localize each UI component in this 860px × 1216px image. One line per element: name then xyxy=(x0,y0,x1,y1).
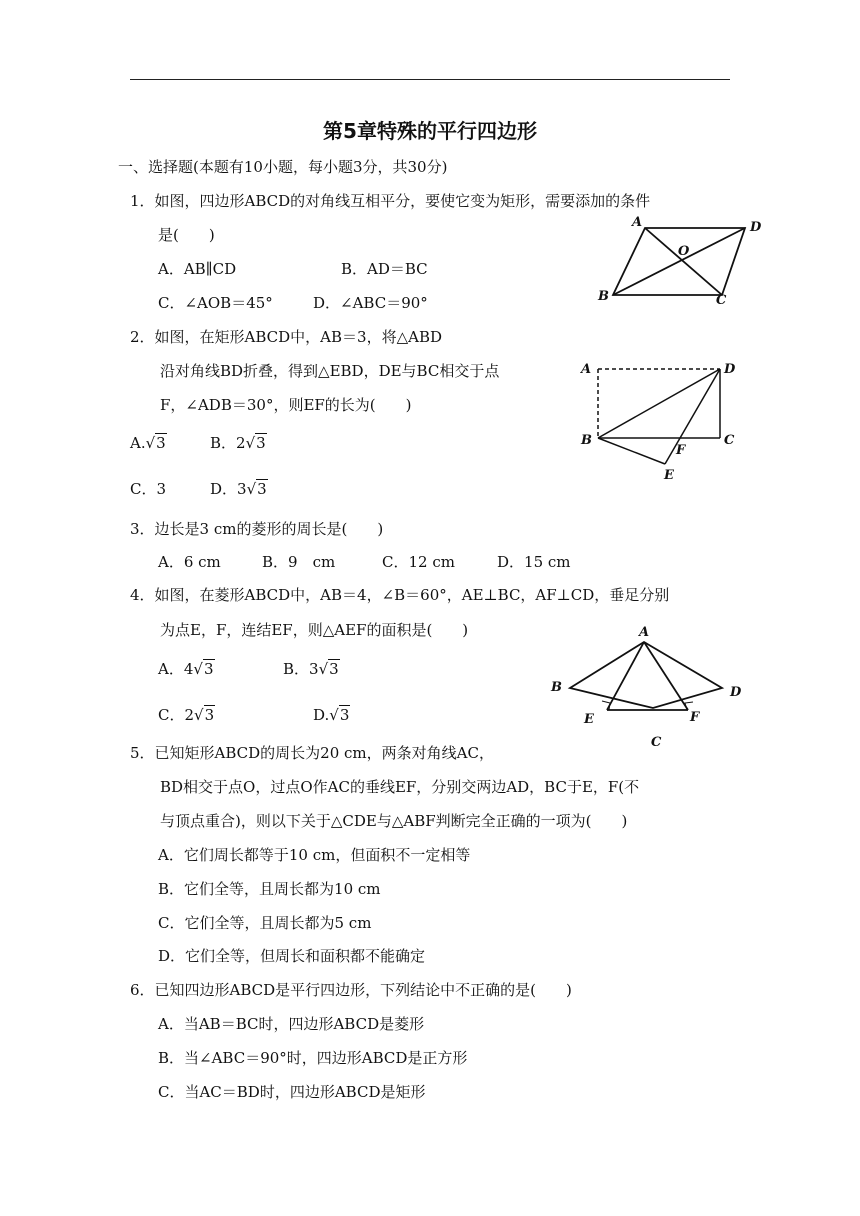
q1-stem-line1: 1．如图，四边形ABCD的对角线互相平分，要使它变为矩形，需要添加的条件 xyxy=(130,192,651,210)
q4-stem-line1: 4．如图，在菱形ABCD中，AB＝4，∠B＝60°，AE⊥BC，AF⊥CD，垂足分别 xyxy=(130,586,670,604)
q4-label-c: C xyxy=(651,735,662,750)
q6-option-c[interactable]: C．当AC＝BD时，四边形ABCD是矩形 xyxy=(158,1083,426,1101)
q5-stem-line2: BD相交于点O，过点O作AC的垂线EF，分别交两边AD，BC于E，F(不 xyxy=(160,778,640,796)
q2-option-b[interactable]: B．2√3 xyxy=(210,434,266,452)
q2-label-f: F xyxy=(676,443,686,458)
q5-option-a[interactable]: A．它们周长都等于10 cm，但面积不一定相等 xyxy=(158,846,471,864)
q5-option-b[interactable]: B．它们全等，且周长都为10 cm xyxy=(158,880,381,898)
q1-label-a: A xyxy=(632,215,643,230)
q4-option-d[interactable]: D.√3 xyxy=(313,706,350,724)
q1-label-b: B xyxy=(598,289,609,304)
q4-stem-line2: 为点E，F，连结EF，则△AEF的面积是( ) xyxy=(160,621,469,639)
q2-label-a: A xyxy=(581,362,592,377)
q2-stem-line3: F，∠ADB＝30°，则EF的长为( ) xyxy=(160,396,412,414)
q4-option-b[interactable]: B．3√3 xyxy=(283,660,339,678)
q1-label-o: O xyxy=(678,244,690,259)
q1-label-c: C xyxy=(716,293,727,308)
q2-figure xyxy=(578,356,748,486)
q4-option-c[interactable]: C．2√3 xyxy=(158,706,215,724)
q3-stem: 3．边长是3 cm的菱形的周长是( ) xyxy=(130,520,384,538)
header-rule xyxy=(130,79,730,80)
q1-option-a[interactable]: A．AB∥CD xyxy=(158,260,237,278)
q2-option-d[interactable]: D．3√3 xyxy=(210,480,267,498)
q1-stem-line2: 是( ) xyxy=(158,226,215,244)
q1-option-b[interactable]: B．AD＝BC xyxy=(341,260,428,278)
q2-option-a[interactable]: A.√3 xyxy=(130,434,166,452)
q3-option-c[interactable]: C．12 cm xyxy=(382,553,455,571)
q4-label-f: F xyxy=(690,710,700,725)
q6-stem: 6．已知四边形ABCD是平行四边形，下列结论中不正确的是( ) xyxy=(130,981,572,999)
page-title: 第5章特殊的平行四边形 xyxy=(323,119,537,143)
q5-option-c[interactable]: C．它们全等，且周长都为5 cm xyxy=(158,914,372,932)
q4-label-e: E xyxy=(584,712,594,727)
q5-option-d[interactable]: D．它们全等，但周长和面积都不能确定 xyxy=(158,947,426,965)
q4-figure xyxy=(548,620,758,750)
q1-label-d: D xyxy=(750,220,762,235)
q1-option-d[interactable]: D．∠ABC＝90° xyxy=(313,294,428,312)
q2-stem-line1: 2．如图，在矩形ABCD中，AB＝3，将△ABD xyxy=(130,328,442,346)
q6-option-a[interactable]: A．当AB＝BC时，四边形ABCD是菱形 xyxy=(158,1015,425,1033)
q4-option-a[interactable]: A．4√3 xyxy=(158,660,214,678)
q1-option-c[interactable]: C．∠AOB＝45° xyxy=(158,294,273,312)
q4-label-d: D xyxy=(730,685,742,700)
q1-figure xyxy=(595,215,770,310)
section-heading: 一、选择题(本题有10小题，每小题3分，共30分) xyxy=(118,158,448,176)
q2-label-e: E xyxy=(664,468,674,483)
q3-option-b[interactable]: B．9 cm xyxy=(262,553,336,571)
q3-option-a[interactable]: A．6 cm xyxy=(158,553,221,571)
q3-option-d[interactable]: D．15 cm xyxy=(497,553,571,571)
q4-label-b: B xyxy=(551,680,562,695)
q4-label-a: A xyxy=(639,625,650,640)
q2-option-c[interactable]: C．3 xyxy=(130,480,167,498)
q6-option-b[interactable]: B．当∠ABC＝90°时，四边形ABCD是正方形 xyxy=(158,1049,468,1067)
q2-label-c: C xyxy=(724,433,735,448)
q5-stem-line1: 5．已知矩形ABCD的周长为20 cm，两条对角线AC， xyxy=(130,744,494,762)
q5-stem-line3: 与顶点重合)，则以下关于△CDE与△ABF判断完全正确的一项为( ) xyxy=(160,812,628,830)
q2-stem-line2: 沿对角线BD折叠，得到△EBD，DE与BC相交于点 xyxy=(160,362,500,380)
q2-label-d: D xyxy=(724,362,736,377)
q2-label-b: B xyxy=(581,433,592,448)
